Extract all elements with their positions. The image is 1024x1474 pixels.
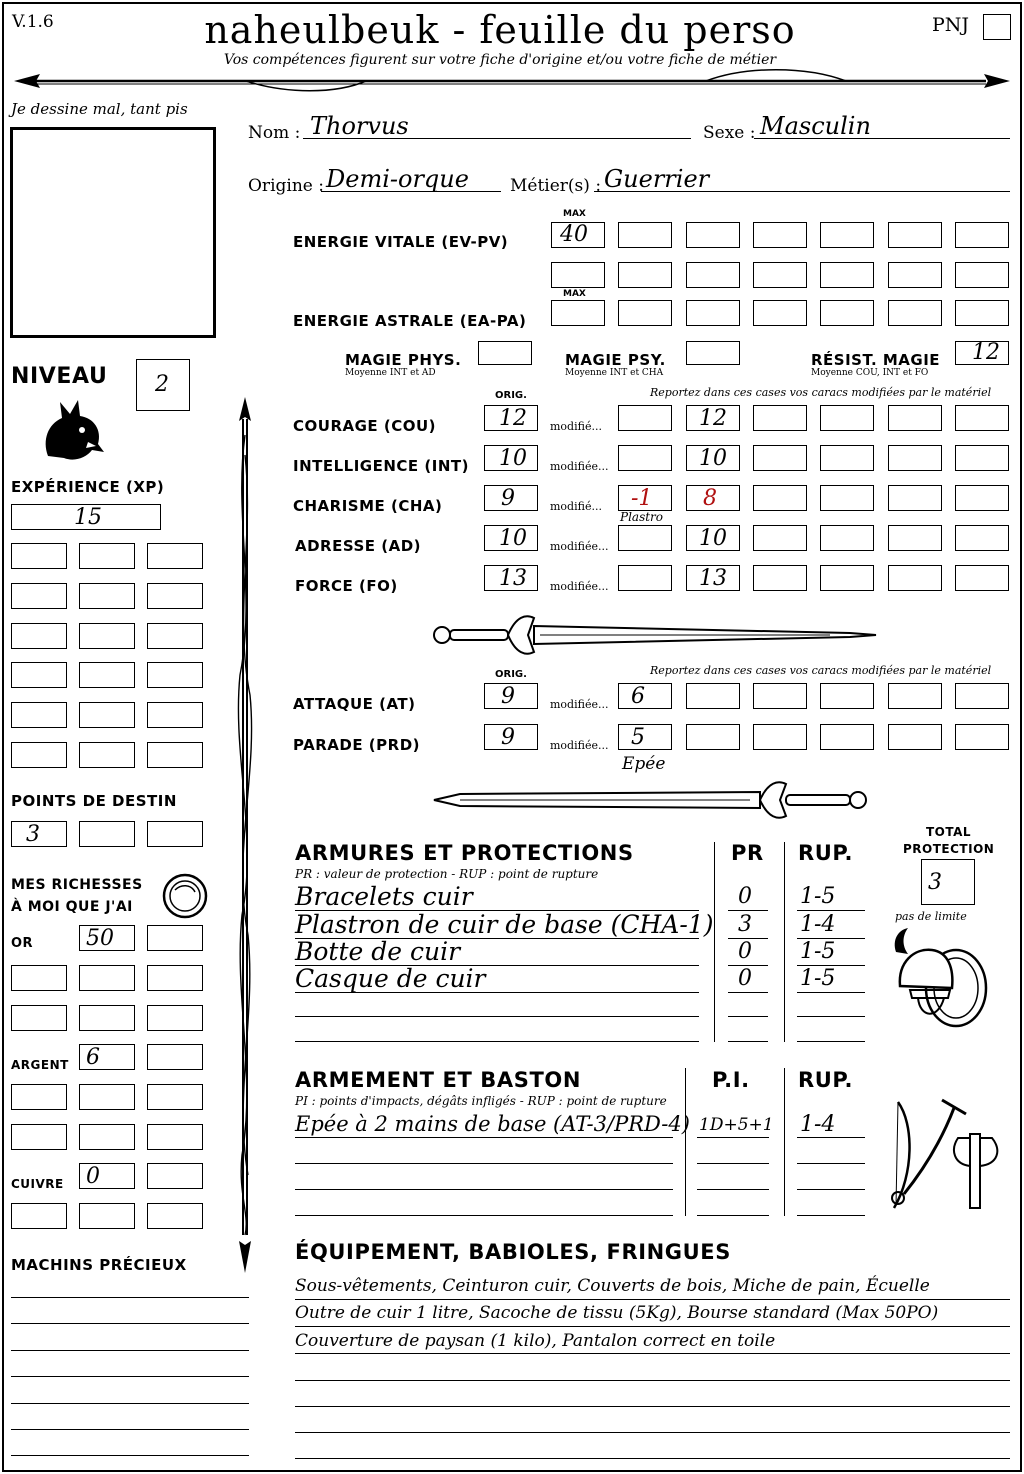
page-title: naheulbeuk - feuille du perso xyxy=(204,8,796,52)
niveau-box[interactable] xyxy=(136,359,190,411)
or-box[interactable] xyxy=(11,1005,67,1031)
stat-box[interactable] xyxy=(753,525,807,551)
combat-box[interactable] xyxy=(686,683,740,709)
stat-orig-box[interactable]: 13 xyxy=(484,565,538,591)
sexe-label: Sexe : xyxy=(703,123,756,143)
or-box[interactable] xyxy=(147,965,203,991)
page-subtitle: Vos compétences figurent sur votre fiche d'origine et/ou votre fiche de métier xyxy=(223,52,777,68)
sword-illustration xyxy=(430,612,880,658)
nom-field[interactable]: Thorvus xyxy=(310,112,409,140)
stat-box[interactable] xyxy=(753,445,807,471)
ev-box[interactable] xyxy=(888,222,942,248)
xp-grid-box[interactable] xyxy=(11,702,67,728)
or-box[interactable] xyxy=(79,965,135,991)
total-protection-label: TOTAL xyxy=(926,825,972,839)
xp-grid-box[interactable] xyxy=(147,702,203,728)
stat-box[interactable] xyxy=(955,485,1009,511)
stat-label: INTELLIGENCE (INT) xyxy=(293,457,469,475)
spear-ornament xyxy=(228,395,262,1275)
or-box[interactable] xyxy=(11,965,67,991)
portrait-caption: Je dessine mal, tant pis xyxy=(11,100,188,118)
equipment-empty-line[interactable] xyxy=(295,1380,1010,1381)
xp-grid-box[interactable] xyxy=(79,623,135,649)
weapon-empty-line[interactable] xyxy=(295,1189,673,1190)
combat-mod-label: modifiée... xyxy=(550,739,609,752)
machins-line[interactable] xyxy=(11,1455,249,1456)
ea-box[interactable] xyxy=(618,300,672,326)
ev-box[interactable] xyxy=(955,262,1009,288)
stat-box[interactable] xyxy=(753,565,807,591)
equipment-title: ÉQUIPEMENT, BABIOLES, FRINGUES xyxy=(295,1240,731,1264)
combat-orig-label: ORIG. xyxy=(495,669,527,680)
stat-label: ADRESSE (AD) xyxy=(295,537,422,555)
argent-box[interactable] xyxy=(147,1124,203,1150)
combat-mod-label: modifiée... xyxy=(550,698,609,711)
ev-box[interactable] xyxy=(955,222,1009,248)
xp-grid-box[interactable] xyxy=(11,742,67,768)
coin-icon xyxy=(161,872,209,920)
stat-orig-box[interactable]: 10 xyxy=(484,525,538,551)
stat-mod-box[interactable] xyxy=(618,525,672,551)
richesses-label: À MOI QUE J'AI xyxy=(11,899,133,915)
stat-mod-label: modifiée... xyxy=(550,580,609,593)
xp-grid-box[interactable] xyxy=(147,742,203,768)
weapons-rup-header: RUP. xyxy=(798,1068,854,1092)
stat-box[interactable] xyxy=(888,405,942,431)
stat-box[interactable] xyxy=(753,405,807,431)
armor-note: PR : valeur de protection - RUP : point de rupture xyxy=(295,867,599,881)
stat-mod-label: modifié... xyxy=(550,500,602,513)
ev-box[interactable] xyxy=(686,262,740,288)
combat-box[interactable] xyxy=(820,724,874,750)
stat-mod-label: modifié... xyxy=(550,420,602,433)
stat-box[interactable] xyxy=(820,445,874,471)
cuivre-box[interactable] xyxy=(147,1163,203,1189)
magie-phys-label: MAGIE PHYS. xyxy=(345,351,462,369)
limit-note: pas de limite xyxy=(895,910,967,923)
machins-label: MACHINS PRÉCIEUX xyxy=(11,1256,187,1274)
combat-label: PARADE (PRD) xyxy=(293,736,421,754)
weapons-title: ARMEMENT ET BASTON xyxy=(295,1068,582,1092)
combat-box[interactable] xyxy=(955,683,1009,709)
argent-box[interactable] xyxy=(79,1084,135,1110)
origine-field[interactable]: Demi-orque xyxy=(326,165,469,193)
machins-line[interactable] xyxy=(11,1350,249,1351)
version: V.1.6 xyxy=(12,12,54,32)
stat-box[interactable] xyxy=(820,485,874,511)
xp-grid-box[interactable] xyxy=(147,543,203,569)
stat-orig-box[interactable]: 10 xyxy=(484,445,538,471)
destin-box[interactable] xyxy=(79,821,135,847)
stat-box[interactable] xyxy=(955,445,1009,471)
stat-mod-box[interactable] xyxy=(618,445,672,471)
stat-mod-label: modifiée... xyxy=(550,460,609,473)
xp-box[interactable] xyxy=(11,504,161,530)
armor-item-rup[interactable]: 1-4 xyxy=(800,912,836,937)
xp-grid-box[interactable] xyxy=(147,623,203,649)
cha-mod-note: Plastro xyxy=(620,510,664,524)
stat-final-box[interactable]: 12 xyxy=(686,405,740,431)
cuivre-value: 0 xyxy=(86,1164,100,1189)
combat-report-note: Reportez dans ces cases vos caracs modifiées par le matériel xyxy=(650,664,992,677)
magie-psy-label: MAGIE PSY. xyxy=(565,351,666,369)
ea-max-box[interactable] xyxy=(551,300,605,326)
xp-grid-box[interactable] xyxy=(11,623,67,649)
machins-line[interactable] xyxy=(11,1297,249,1298)
argent-value: 6 xyxy=(86,1045,100,1070)
ev-max-label: MAX xyxy=(563,209,586,219)
or-box[interactable] xyxy=(147,925,203,951)
xp-grid-box[interactable] xyxy=(11,543,67,569)
helmet-shield-icon xyxy=(888,926,998,1036)
ev-box[interactable] xyxy=(888,262,942,288)
armor-item-rup[interactable]: 1-5 xyxy=(800,939,836,964)
sexe-field[interactable]: Masculin xyxy=(760,112,871,140)
stat-final-box[interactable]: 10 xyxy=(686,445,740,471)
stat-mod-label: modifiée... xyxy=(550,540,609,553)
argent-box[interactable] xyxy=(147,1044,203,1070)
niveau-label: NIVEAU xyxy=(11,364,108,389)
ev-box[interactable] xyxy=(618,222,672,248)
armor-item-rup[interactable]: 1-5 xyxy=(800,966,836,991)
orig-label: ORIG. xyxy=(495,390,527,401)
combat-box[interactable] xyxy=(686,724,740,750)
xp-grid-box[interactable] xyxy=(147,583,203,609)
combat-box[interactable] xyxy=(820,683,874,709)
cuivre-box[interactable] xyxy=(147,1203,203,1229)
magie-phys-note: Moyenne INT et AD xyxy=(345,368,436,378)
combat-box[interactable] xyxy=(955,724,1009,750)
machins-line[interactable] xyxy=(11,1403,249,1404)
total-protection-label: PROTECTION xyxy=(903,842,995,856)
machins-line[interactable] xyxy=(11,1323,249,1324)
stat-label: COURAGE (COU) xyxy=(293,417,437,435)
weapon-note: Epée xyxy=(622,754,666,774)
stat-box[interactable] xyxy=(820,405,874,431)
weapon-empty-line[interactable] xyxy=(295,1163,673,1164)
portrait-box[interactable] xyxy=(10,127,216,338)
magie-phys-box[interactable] xyxy=(478,341,532,365)
combat-box[interactable] xyxy=(753,724,807,750)
stat-box[interactable] xyxy=(820,525,874,551)
xp-grid-box[interactable] xyxy=(79,702,135,728)
armor-item-name[interactable]: Casque de cuir xyxy=(295,964,486,993)
header-spear-ornament xyxy=(6,66,1018,96)
ea-max-label: MAX xyxy=(563,289,586,299)
combat-final-box[interactable]: 5 xyxy=(618,724,672,750)
combat-label: ATTAQUE (AT) xyxy=(293,695,416,713)
total-protection-value: 3 xyxy=(928,870,942,895)
ev-box[interactable] xyxy=(820,222,874,248)
resist-magie-note: Moyenne COU, INT et FO xyxy=(811,368,929,378)
cuivre-box[interactable] xyxy=(79,1163,135,1189)
dragon-icon xyxy=(38,396,106,464)
equipment-line[interactable]: Sous-vêtements, Ceinturon cuir, Couverts de bois, Miche de pain, Écuelle xyxy=(295,1276,930,1296)
stat-box[interactable] xyxy=(888,525,942,551)
xp-grid-box[interactable] xyxy=(79,742,135,768)
xp-grid-box[interactable] xyxy=(147,662,203,688)
magie-psy-note: Moyenne INT et CHA xyxy=(565,368,664,378)
stat-final-box[interactable]: 10 xyxy=(686,525,740,551)
sword-illustration xyxy=(430,778,880,822)
weapon-item-pi[interactable]: 1D+5+1 xyxy=(699,1115,774,1135)
niveau-value: 2 xyxy=(155,372,169,397)
report-note: Reportez dans ces cases vos caracs modifiées par le matériel xyxy=(650,386,992,399)
cuivre-box[interactable] xyxy=(11,1203,67,1229)
combat-orig-box[interactable]: 9 xyxy=(484,683,538,709)
stat-box[interactable] xyxy=(888,565,942,591)
armor-item-name[interactable]: Botte de cuir xyxy=(295,937,461,966)
xp-grid-box[interactable] xyxy=(79,662,135,688)
ev-box[interactable] xyxy=(618,262,672,288)
stat-mod-box[interactable] xyxy=(618,405,672,431)
ev-box[interactable] xyxy=(551,262,605,288)
armor-pr-header: PR xyxy=(731,841,764,865)
richesses-label: MES RICHESSES xyxy=(11,877,143,893)
or-label: OR xyxy=(11,936,34,951)
armor-item-pr[interactable]: 0 xyxy=(738,884,752,909)
ea-box[interactable] xyxy=(753,300,807,326)
pnj-checkbox[interactable] xyxy=(983,14,1011,40)
armor-empty-line[interactable] xyxy=(295,1016,699,1017)
destin-box[interactable] xyxy=(11,821,67,847)
ea-label: ENERGIE ASTRALE (EA-PA) xyxy=(293,312,527,330)
machins-line[interactable] xyxy=(11,1429,249,1430)
resist-magie-label: RÉSIST. MAGIE xyxy=(811,351,941,369)
argent-box[interactable] xyxy=(11,1124,67,1150)
stat-box[interactable] xyxy=(955,565,1009,591)
metier-field[interactable]: Guerrier xyxy=(604,165,710,193)
stat-label: FORCE (FO) xyxy=(295,577,398,595)
xp-grid-box[interactable] xyxy=(11,583,67,609)
stat-box[interactable] xyxy=(955,525,1009,551)
stat-box[interactable] xyxy=(753,485,807,511)
weapons-pi-header: P.I. xyxy=(712,1068,750,1092)
ev-box[interactable] xyxy=(753,222,807,248)
armor-title: ARMURES ET PROTECTIONS xyxy=(295,841,634,865)
stat-mod-box[interactable]: -1 xyxy=(618,485,672,511)
ea-box[interactable] xyxy=(686,300,740,326)
stat-box[interactable] xyxy=(820,565,874,591)
argent-box[interactable] xyxy=(147,1084,203,1110)
stat-orig-box[interactable]: 9 xyxy=(484,485,538,511)
ev-max-value: 40 xyxy=(560,222,588,247)
armor-item-name[interactable]: Bracelets cuir xyxy=(295,882,473,911)
ea-box[interactable] xyxy=(820,300,874,326)
stat-label: CHARISME (CHA) xyxy=(293,497,443,515)
combat-box[interactable] xyxy=(753,683,807,709)
weapon-item-rup[interactable]: 1-4 xyxy=(800,1112,836,1137)
or-box[interactable] xyxy=(79,1005,135,1031)
xp-grid-box[interactable] xyxy=(11,662,67,688)
weapons-icon xyxy=(884,1094,1010,1218)
machins-line[interactable] xyxy=(11,1376,249,1377)
pnj-label: PNJ xyxy=(932,14,970,36)
armor-rup-header: RUP. xyxy=(798,841,854,865)
stat-box[interactable] xyxy=(888,485,942,511)
or-box[interactable] xyxy=(79,925,135,951)
xp-value: 15 xyxy=(74,505,102,530)
stat-final-box[interactable]: 8 xyxy=(686,485,740,511)
weapon-item-name[interactable]: Epée à 2 mains de base (AT-3/PRD-4) xyxy=(295,1112,690,1136)
argent-box[interactable] xyxy=(79,1044,135,1070)
cuivre-box[interactable] xyxy=(79,1203,135,1229)
weapons-note: PI : points d'impacts, dégâts infligés - RUP : point de rupture xyxy=(295,1094,667,1108)
combat-box[interactable] xyxy=(888,724,942,750)
cuivre-label: CUIVRE xyxy=(11,1177,64,1191)
or-value: 50 xyxy=(86,926,114,951)
equipment-line[interactable]: Couverture de paysan (1 kilo), Pantalon correct en toile xyxy=(295,1331,776,1351)
ev-box[interactable] xyxy=(686,222,740,248)
combat-final-box[interactable]: 6 xyxy=(618,683,672,709)
stat-final-box[interactable]: 13 xyxy=(686,565,740,591)
argent-label: ARGENT xyxy=(11,1058,69,1072)
argent-box[interactable] xyxy=(11,1084,67,1110)
weapon-empty-line[interactable] xyxy=(295,1215,673,1216)
equipment-line[interactable]: Outre de cuir 1 litre, Sacoche de tissu (5Kg), Bourse standard (Max 50PO) xyxy=(295,1303,939,1323)
xp-label: EXPÉRIENCE (XP) xyxy=(11,478,165,496)
destin-value: 3 xyxy=(26,822,40,847)
armor-item-pr[interactable]: 0 xyxy=(738,939,752,964)
armor-item-rup[interactable]: 1-5 xyxy=(800,884,836,909)
ev-max-box[interactable] xyxy=(551,222,605,248)
resist-magie-value: 12 xyxy=(972,340,1000,365)
argent-box[interactable] xyxy=(79,1124,135,1150)
armor-item-name[interactable]: Plastron de cuir de base (CHA-1) xyxy=(295,910,714,939)
or-box[interactable] xyxy=(147,1005,203,1031)
armor-item-pr[interactable]: 3 xyxy=(738,912,752,937)
xp-grid-box[interactable] xyxy=(79,583,135,609)
ea-box[interactable] xyxy=(955,300,1009,326)
armor-item-pr[interactable]: 0 xyxy=(738,966,752,991)
equipment-empty-line[interactable] xyxy=(295,1432,1010,1433)
combat-box[interactable] xyxy=(888,683,942,709)
origine-label: Origine : xyxy=(248,176,324,196)
equipment-empty-line[interactable] xyxy=(295,1406,1010,1407)
stat-box[interactable] xyxy=(955,405,1009,431)
total-protection-box[interactable] xyxy=(921,859,975,905)
stat-orig-box[interactable]: 12 xyxy=(484,405,538,431)
destin-box[interactable] xyxy=(147,821,203,847)
stat-box[interactable] xyxy=(888,445,942,471)
ev-label: ENERGIE VITALE (EV-PV) xyxy=(293,233,509,251)
resist-magie-box[interactable] xyxy=(955,341,1009,365)
metier-label: Métier(s) : xyxy=(510,176,602,196)
destin-label: POINTS DE DESTIN xyxy=(11,792,177,810)
stat-mod-box[interactable] xyxy=(618,565,672,591)
magie-psy-box[interactable] xyxy=(686,341,740,365)
xp-grid-box[interactable] xyxy=(79,543,135,569)
ea-box[interactable] xyxy=(888,300,942,326)
armor-empty-line[interactable] xyxy=(295,1041,699,1042)
combat-orig-box[interactable]: 9 xyxy=(484,724,538,750)
nom-label: Nom : xyxy=(248,123,301,143)
ev-box[interactable] xyxy=(753,262,807,288)
ev-box[interactable] xyxy=(820,262,874,288)
equipment-empty-line[interactable] xyxy=(295,1458,1010,1459)
